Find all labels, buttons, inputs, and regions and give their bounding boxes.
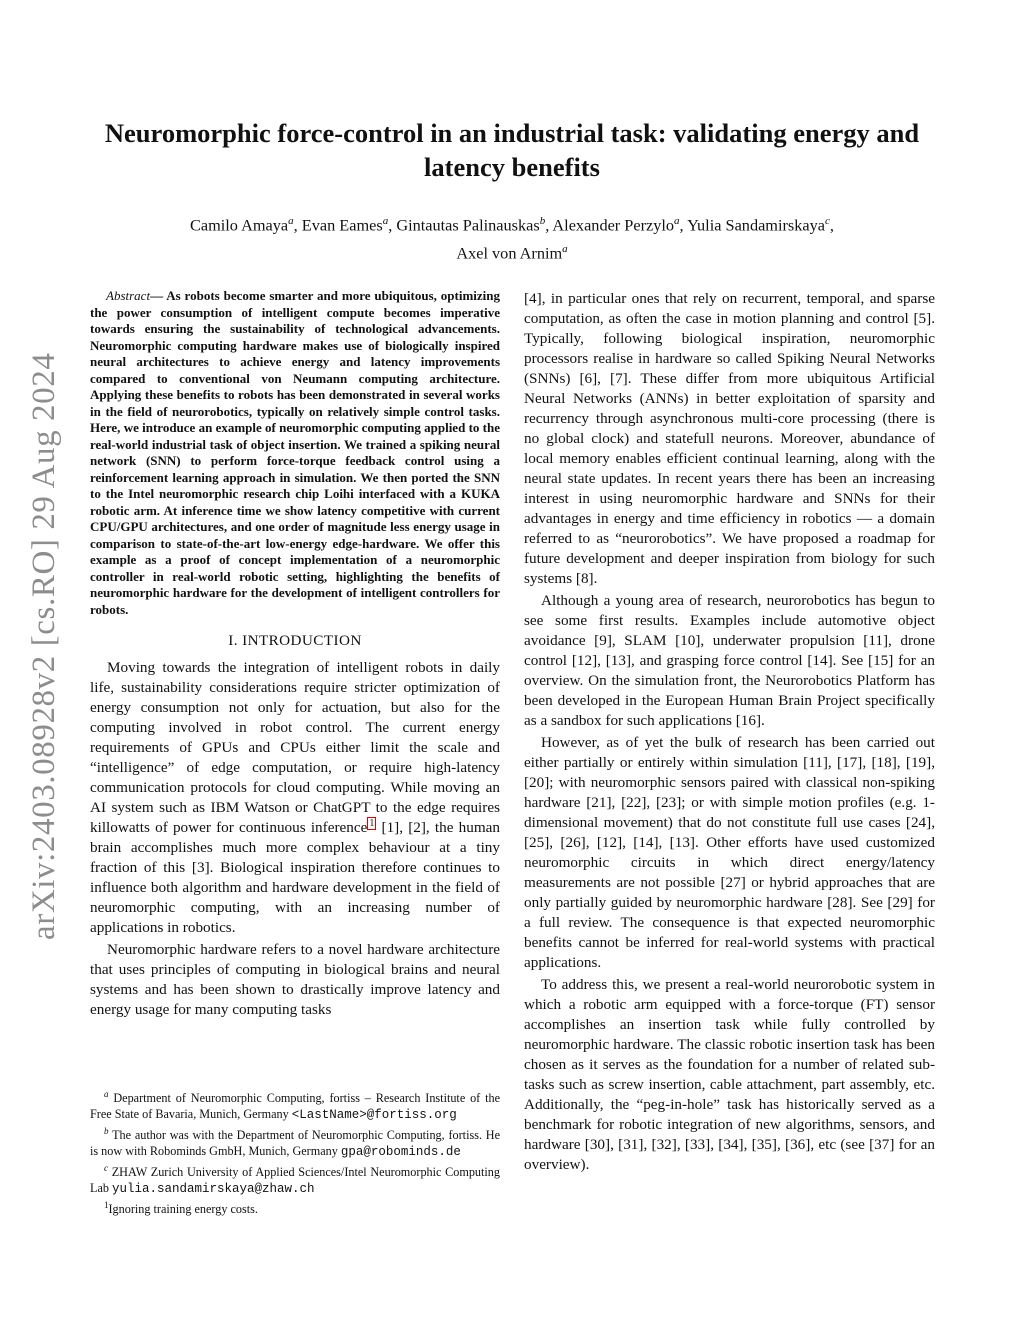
abstract (90, 288, 500, 618)
body-paragraph: To address this, we present a real-world neurorobotic system in which a robotic arm equipped with a force-torque (FT) sensor accomplishes an insertion task while fully controlled by neuromorphic hardware. The classic robotic insertion task has been chosen as it serves as the foundation for a number of related sub-tasks such as screw insertion, cable attachment, part assembly, etc. Additionally, the “peg-in-hole” task has historically served as a benchmark for robotic integration of new algorithms, sensors, and hardware [30], [31], [32], [33], [34], [35], [36], etc (see [37] for an overview). (524, 976, 935, 1173)
section-heading: I. INTRODUCTION (228, 632, 362, 649)
footnote (90, 1198, 500, 1218)
footnote-text: Ignoring training energy costs. (108, 1202, 258, 1217)
footnote-text: Department of Neuromorphic Computing, fortiss – Research Institute of the Free State of Bavaria, Munich, Germany (90, 1091, 500, 1121)
footnote (90, 1124, 500, 1160)
footnote-mark: a (104, 1089, 109, 1099)
footnotes (90, 1087, 500, 1219)
footnote-mark: c (104, 1163, 108, 1174)
email-text: <LastName>@fortiss.org (291, 1107, 457, 1122)
left-column (90, 288, 500, 1022)
footnote-text: The author was with the Department of Neuromorphic Computing, fortiss. He is now with Robominds GmbH, Munich, Germany (90, 1128, 500, 1158)
arxiv-stamp: arXiv:2403.08928v2 [cs.RO] 29 Aug 2024 (26, 352, 62, 940)
email-text: yulia.sandamirskaya@zhaw.ch (112, 1181, 315, 1196)
body-paragraph (90, 658, 500, 938)
abstract-text: — As robots become smarter and more ubiquitous, optimizing the power consumption of intelligent compute becomes imperative towards ensuring the sustainability of technological advancements. Neuromorphic computing hardware makes use of biologically inspired neural architectures to achieve energy and latency improvements compared to conventional von Neumann computing architecture. Applying these benefits to robots has been demonstrated in several works in the field of neurorobotics, typically on relatively simple control tasks. Here, we introduce an example of neuromorphic computing applied to the real-world industrial task of object insertion. We trained a spiking neural network (SNN) to perform force-torque feedback control using a reinforcement learning approach in simulation. We then ported the SNN to the Intel neuromorphic research chip Loihi interfaced with a KUKA robotic arm. At inference time we show latency competitive with current CPU/GPU architectures, and one order of magnitude less energy usage in comparison to state-of-the-art low-energy edge-hardware. We offer this example as a proof of concept implementation of a neuromorphic controller in real-world robotic setting, highlighting the benefits of neuromorphic hardware for the development of intelligent controllers for robots. (90, 288, 500, 617)
footnote-mark: b (104, 1126, 109, 1137)
body-paragraph: Although a young area of research, neurorobotics has begun to see some first results. Examples include automotive object avoidance [9], SLAM [10], underwater propulsion [11], drone control [12], [13], and grasping force control [14]. See [15] for an overview. On the simulation front, the Neurorobotics Platform has been developed in the European Human Brain Project specifically as a sandbox for such applications [16]. (524, 592, 935, 729)
affiliation-mark: a (674, 215, 680, 227)
body-paragraph: [4], in particular ones that rely on recurrent, temporal, and sparse computation, as often the case in motion planning and control [5]. Typically, following biological inspiration, neuromorphic processors realise in hardware so called Spiking Neural Networks (SNNs) [6], [7]. These differ from more ubiquitous Artificial Neural Networks (ANNs) in better exploitation of sparsity and recurrency through asynchronous multi-core processing (there is no global clock) and statefull neurons. Moreover, abundance of local memory enables efficient continual learning, along with the neural state updates. In recent years there has been an increasing interest in using neuromorphic hardware and SNNs for their advantages in energy and time efficiency in robotics — a domain referred to as “neurorobotics”. We have proposed a roadmap for future development and deeper inspiration from biology for such systems [8]. (524, 290, 935, 587)
body-paragraph: However, as of yet the bulk of research has been carried out either partially or entirely within simulation [11], [17], [18], [19], [20]; with neuromorphic sensors paired with classical non-spiking hardware [21], [22], [23]; or with simple motion profiles (e.g. 1-dimensional movement) that do not constitute full use cases [24], [25], [26], [12], [14], [13]. Other efforts have used customized neuromorphic circuits in which direct energy/latency measurements are not possible [27] or hybrid approaches that are only partially guided by neuromorphic hardware [28]. See [29] for a full review. The consequence is that expected neuromorphic benefits cannot be inferred for real-world systems with practical applications. (524, 734, 935, 971)
author-name: Axel von Arnim (456, 243, 563, 263)
abstract-label: Abstract (106, 288, 151, 303)
affiliation-mark: a (288, 215, 294, 227)
affiliation-mark: b (539, 215, 546, 227)
email-text: gpa@robominds.de (340, 1144, 461, 1159)
footnote-text: ZHAW Zurich University of Applied Sciences/Intel Neuromorphic Computing Lab (90, 1165, 500, 1195)
author-separator: , (829, 215, 834, 235)
affiliation-mark: a (382, 215, 389, 227)
right-column (524, 289, 935, 1177)
author-name: , Yulia Sandamirskaya (679, 215, 825, 235)
author-list (80, 209, 944, 266)
footnote-link[interactable]: 1 (369, 817, 375, 829)
footnote-mark: 1 (104, 1200, 109, 1211)
author-name: Camilo Amaya (190, 215, 289, 235)
paper-title: Neuromorphic force-control in an industrial task: validating energy and latency benefits (104, 118, 920, 182)
paragraph-text: [1], [2], the human brain accomplishes much more complex behaviour at a tiny fraction of this [3]. Biological inspiration therefore continues to influence both algorithm and hardware development in the field of neuromorphic computing, with an increasing number of applications in robotics. (90, 819, 501, 936)
author-name: , Gintautas Palinauskas (388, 215, 540, 235)
affiliation-mark: a (562, 243, 568, 256)
paragraph-text: Moving towards the integration of intelligent robots in daily life, sustainability considerations require stricter optimization of energy consumption not only for actuation, but also for the computing involved in robot control. The current energy requirements of GPUs and CPUs either limit the scale and “intelligence” of edge computation, or require high-latency communication protocols for cloud computing. While moving an AI system such as IBM Watson or ChatGPT to the edge requires killowatts of power for continuous inference (90, 659, 500, 836)
author-name: , Alexander Perzylo (545, 215, 675, 235)
footnote (90, 1161, 500, 1197)
body-paragraph: Neuromorphic hardware refers to a novel hardware architecture that uses principles of computing in biological brains and neural systems and has been shown to drastically improve latency and energy usage for many computing tasks (90, 941, 500, 1018)
author-name: , Evan Eames (293, 215, 383, 235)
affiliation-mark: c (825, 215, 830, 227)
footnote (90, 1087, 500, 1123)
